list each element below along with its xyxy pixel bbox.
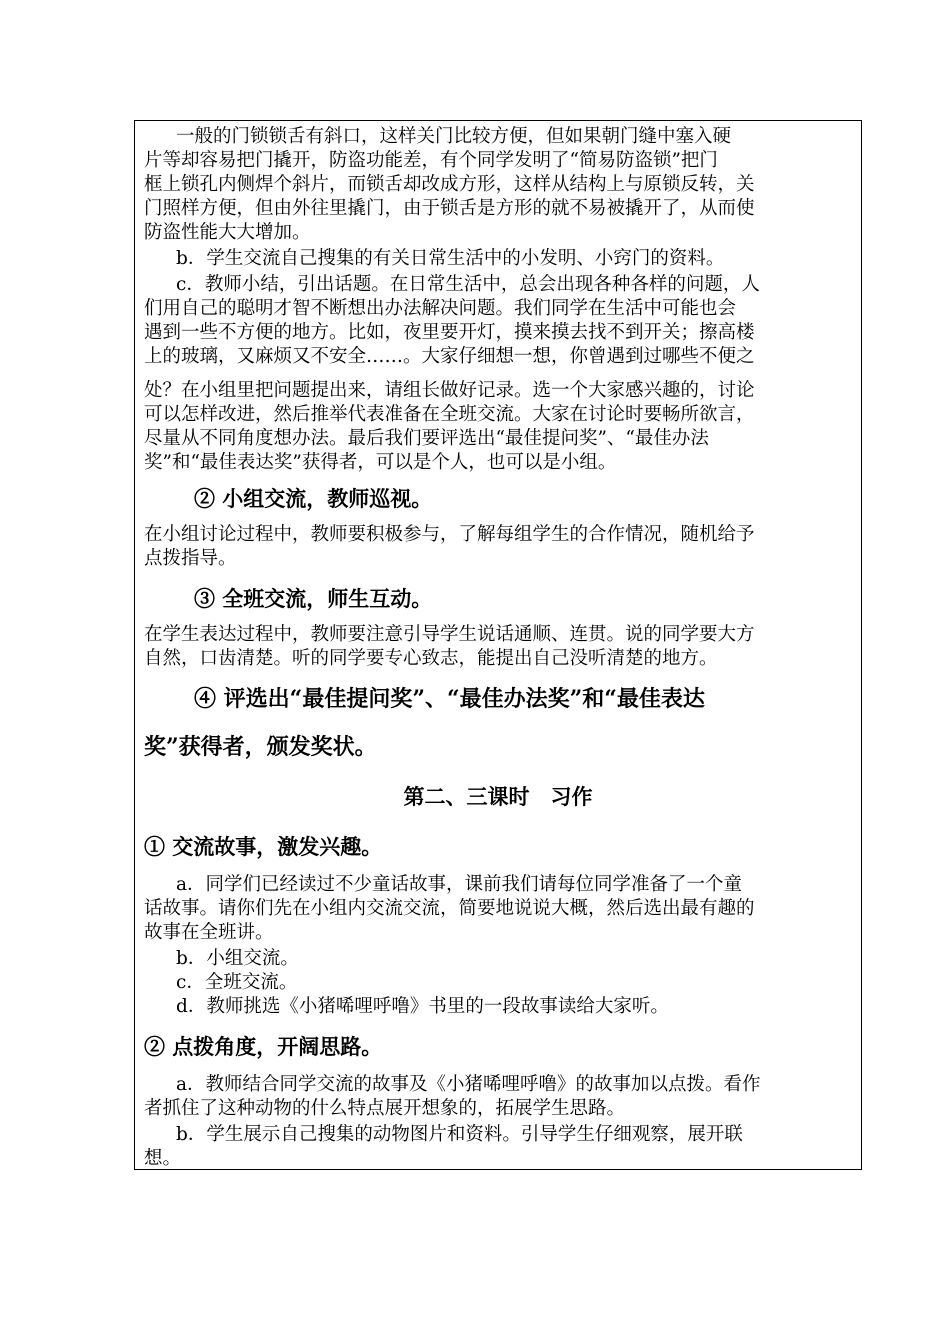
paragraph-line: 处？在小组里把问题提出来，请组长做好记录。选一个大家感兴趣的，讨论 [144, 380, 755, 401]
section-heading: ④ 评选出“最佳提问奖”、“最佳办法奖”和“最佳表达 [194, 686, 705, 712]
paragraph-line: 在小组讨论过程中，教师要积极参与，了解每组学生的合作情况，随机给予 [144, 524, 755, 545]
paragraph-line: b．小组交流。 [176, 948, 299, 969]
section-heading: ② 小组交流，教师巡视。 [194, 486, 433, 511]
paragraph-line: 奖”和“最佳表达奖”获得者，可以是个人，也可以是小组。 [144, 452, 617, 473]
paragraph-line: 上的玻璃，又麻烦又不安全……。大家仔细想一想，你曾遇到过哪些不便之 [144, 346, 755, 367]
paragraph-line: c．教师小结，引出话题。在日常生活中，总会出现各种各样的问题，人 [176, 274, 760, 295]
paragraph-line: a．教师结合同学交流的故事及《小猪唏哩呼噜》的故事加以点拨。看作 [176, 1074, 761, 1095]
paragraph-line: 想。 [144, 1148, 182, 1169]
paragraph-line: 片等却容易把门撬开，防盗功能差，有个同学发明了“简易防盗锁”把门 [144, 150, 718, 171]
paragraph-line: b．学生展示自己搜集的动物图片和资料。引导学生仔细观察，展开联 [176, 1124, 743, 1145]
paragraph-line: c．全班交流。 [176, 972, 298, 993]
paragraph-line: 可以怎样改进，然后推举代表准备在全班交流。大家在讨论时要畅所欲言， [144, 404, 755, 425]
section-heading: ③ 全班交流，师生互动。 [194, 586, 433, 611]
paragraph-line: b．学生交流自己搜集的有关日常生活中的小发明、小窍门的资料。 [176, 248, 725, 269]
paragraph-line: 防盗性能大大增加。 [144, 222, 311, 243]
paragraph-line: 门照样方便，但由外往里撬门，由于锁舌是方形的就不易被撬开了，从而使 [144, 198, 755, 219]
section-heading: 奖”获得者，颁发奖状。 [144, 734, 377, 760]
paragraph-line: 点拨指导。 [144, 548, 237, 569]
section-heading: ② 点拨角度，开阔思路。 [144, 1034, 383, 1059]
paragraph-line: 们用自己的聪明才智不断想出办法解决问题。我们同学在生活中可能也会 [144, 298, 737, 319]
lesson-title: 第二、三课时 习作 [403, 784, 593, 809]
paragraph-line: 自然，口齿清楚。听的同学要专心致志，能提出自己没听清楚的地方。 [144, 648, 718, 669]
paragraph-line: 在学生表达过程中，教师要注意引导学生说话通顺、连贯。说的同学要大方 [144, 624, 755, 645]
paragraph-line: d．教师挑选《小猪唏哩呼噜》书里的一段故事读给大家听。 [176, 996, 669, 1017]
paragraph-line: 一般的门锁锁舌有斜口，这样关门比较方便，但如果朝门缝中塞入硬 [176, 126, 732, 147]
paragraph-line: 故事在全班讲。 [144, 922, 274, 943]
paragraph-line: 话故事。请你们先在小组内交流交流，简要地说说大概，然后选出最有趣的 [144, 898, 755, 919]
paragraph-line: 框上锁孔内侧焊个斜片，而锁舌却改成方形，这样从结构上与原锁反转，关 [144, 174, 755, 195]
paragraph-line: a．同学们已经读过不少童话故事，课前我们请每位同学准备了一个童 [176, 874, 743, 895]
paragraph-line: 者抓住了这种动物的什么特点展开想象的，拓展学生思路。 [144, 1098, 626, 1119]
paragraph-line: 尽量从不同角度想办法。最后我们要评选出“最佳提问奖”、“最佳办法 [144, 428, 709, 449]
paragraph-line: 遇到一些不方便的地方。比如，夜里要开灯，摸来摸去找不到开关；擦高楼 [144, 322, 755, 343]
section-heading: ① 交流故事，激发兴趣。 [144, 834, 383, 859]
